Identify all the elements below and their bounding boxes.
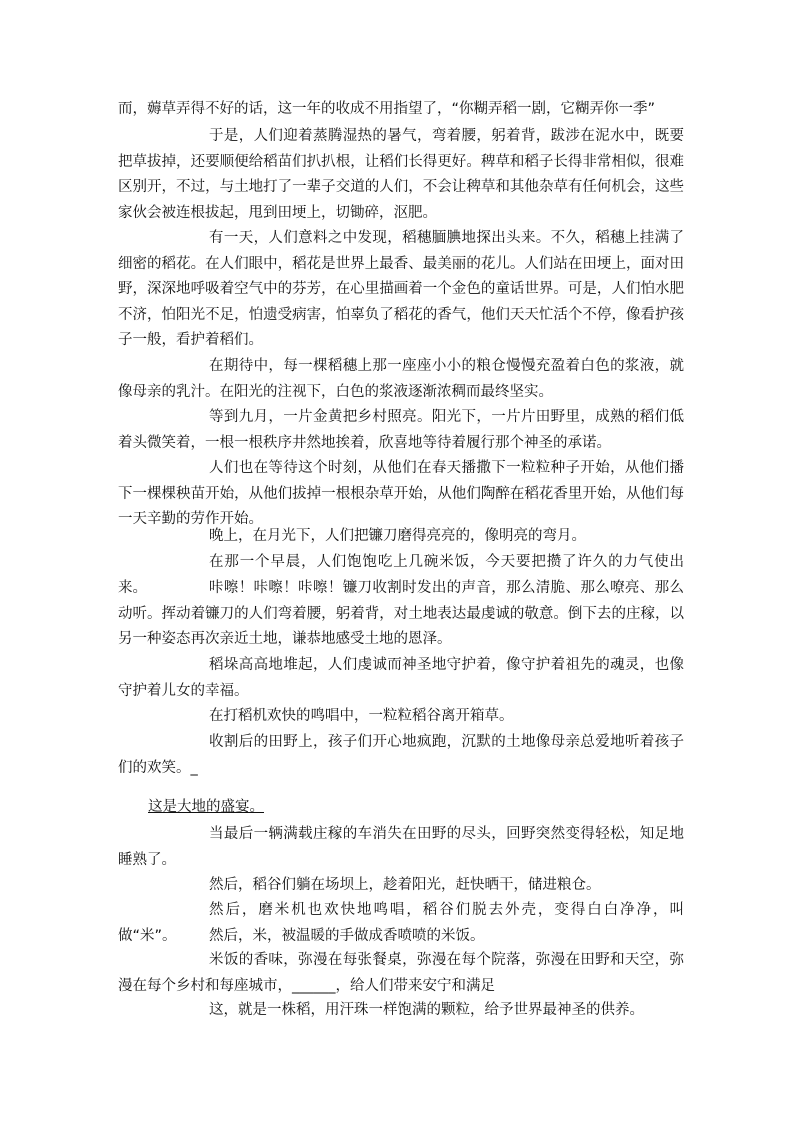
paragraph-13: 当最后一辆满载庄稼的车消失在田野的尽头，回野突然变得轻松，知足地睡熟了。: [118, 826, 684, 868]
paragraph-1: 而，薅草弄得不好的话，这一年的收成不用指望了，“你糊弄稻一剧，它糊弄你一季”: [118, 101, 656, 117]
paragraph-16: 然后，米，被温暖的手做成香喷喷的米饭。: [209, 928, 485, 944]
section-title: 这是大地的盛宴。: [148, 799, 264, 815]
paragraph-15: 然后，磨米机也欢快地鸣唱，稻谷们脱去外壳，变得白白净净，叫做“米”。: [118, 902, 684, 944]
paragraph-7: 晚上，在月光下，人们把镰刀磨得亮亮的，像明亮的弯月。: [209, 528, 586, 544]
paragraph-10: 稻垛高高地堆起，人们虔诚而神圣地守护着，像守护着祖先的魂灵，也像守护着儿女的幸福。: [118, 657, 684, 699]
paragraph-18: 这，就是一株稻，用汗珠一样饱满的颗粒，给予世界最神圣的供养。: [209, 1002, 644, 1018]
paragraph-12: 收割后的田野上，孩子们开心地疯跑，沉默的土地像母亲总爱地听着孩子们的欢笑。_: [118, 734, 684, 776]
paragraph-3: 有一天，人们意料之中发现，稻穗腼腆地探出头来。不久，稻穗上挂满了细密的稻花。在人们眼中，稻花是世界上最香、最美丽的花儿。人们站在田埂上，面对田野，深深地呼吸着空气中的芬芳，在心里描画着一个金色的童话世界。可是，人们怕水肥不济，怕阳光不足，怕遗受病害，怕辜负了稻花的香气，他们天天忙活个不停，像看护孩子一般，看护着稻们。: [118, 230, 684, 349]
paragraph-2: 于是，人们迎着蒸腾湿热的暑气，弯着腰，躬着背，跋涉在泥水中，既要把草拔掉，还要顺便给稻苗们扒扒根，让稻们长得更好。稗草和稻子长得非常相似，很难区别开，不过，与土地打了一辈子交道的人们，不会让稗草和其他杂草有任何机会，这些家伙会被连根拔起，甩到田埂上，切锄碎，沤肥。: [118, 128, 684, 221]
paragraph-8: 在那一个早晨，人们饱饱吃上几碗米饭，今天要把攒了许久的力气使出来。: [118, 554, 684, 596]
paragraph-11: 在打稻机欢快的鸣唱中，一粒粒稻谷离开箱草。: [209, 708, 514, 724]
paragraph-17: 米饭的香味，弥漫在每张餐桌，弥漫在每个院落，弥漫在田野和天空，弥漫在每个乡村和每座城市，______，给人们带来安宁和满足: [118, 952, 684, 994]
paragraph-14: 然后，稻谷们躺在场坝上，趁着阳光，赶快晒干，储进粮仓。: [209, 877, 601, 893]
paragraph-5: 等到九月，一片金黄把乡村照亮。阳光下，一片片田野里，成熟的稻们低着头微笑着，一根一根秩序井然地挨着，欣喜地等待着履行那个神圣的承诺。: [118, 409, 684, 451]
paragraph-4: 在期待中，每一棵稻穗上那一座座小小的粮仓慢慢充盈着白色的浆液，就像母亲的乳汁。在阳光的注视下，白色的浆液逐渐浓稠而最终坚实。: [118, 358, 684, 400]
paragraph-6: 人们也在等待这个时刻，从他们在春天播撒下一粒粒种子开始，从他们播下一棵棵秧苗开始，从他们拔掉一根根杂草开始，从他们陶醉在稻花香里开始，从他们每一天辛勤的劳作开始。: [118, 460, 684, 528]
paragraph-9: 咔嚓！咔嚓！咔嚓！镰刀收割时发出的声音，那么清脆、那么嘹亮、那么动听。挥动着镰刀的人们弯着腰，躬着背，对土地表达最虔诚的敬意。倒下去的庄稼，以另一种姿态再次亲近土地，谦恭地感受土地的恩泽。: [118, 580, 684, 648]
